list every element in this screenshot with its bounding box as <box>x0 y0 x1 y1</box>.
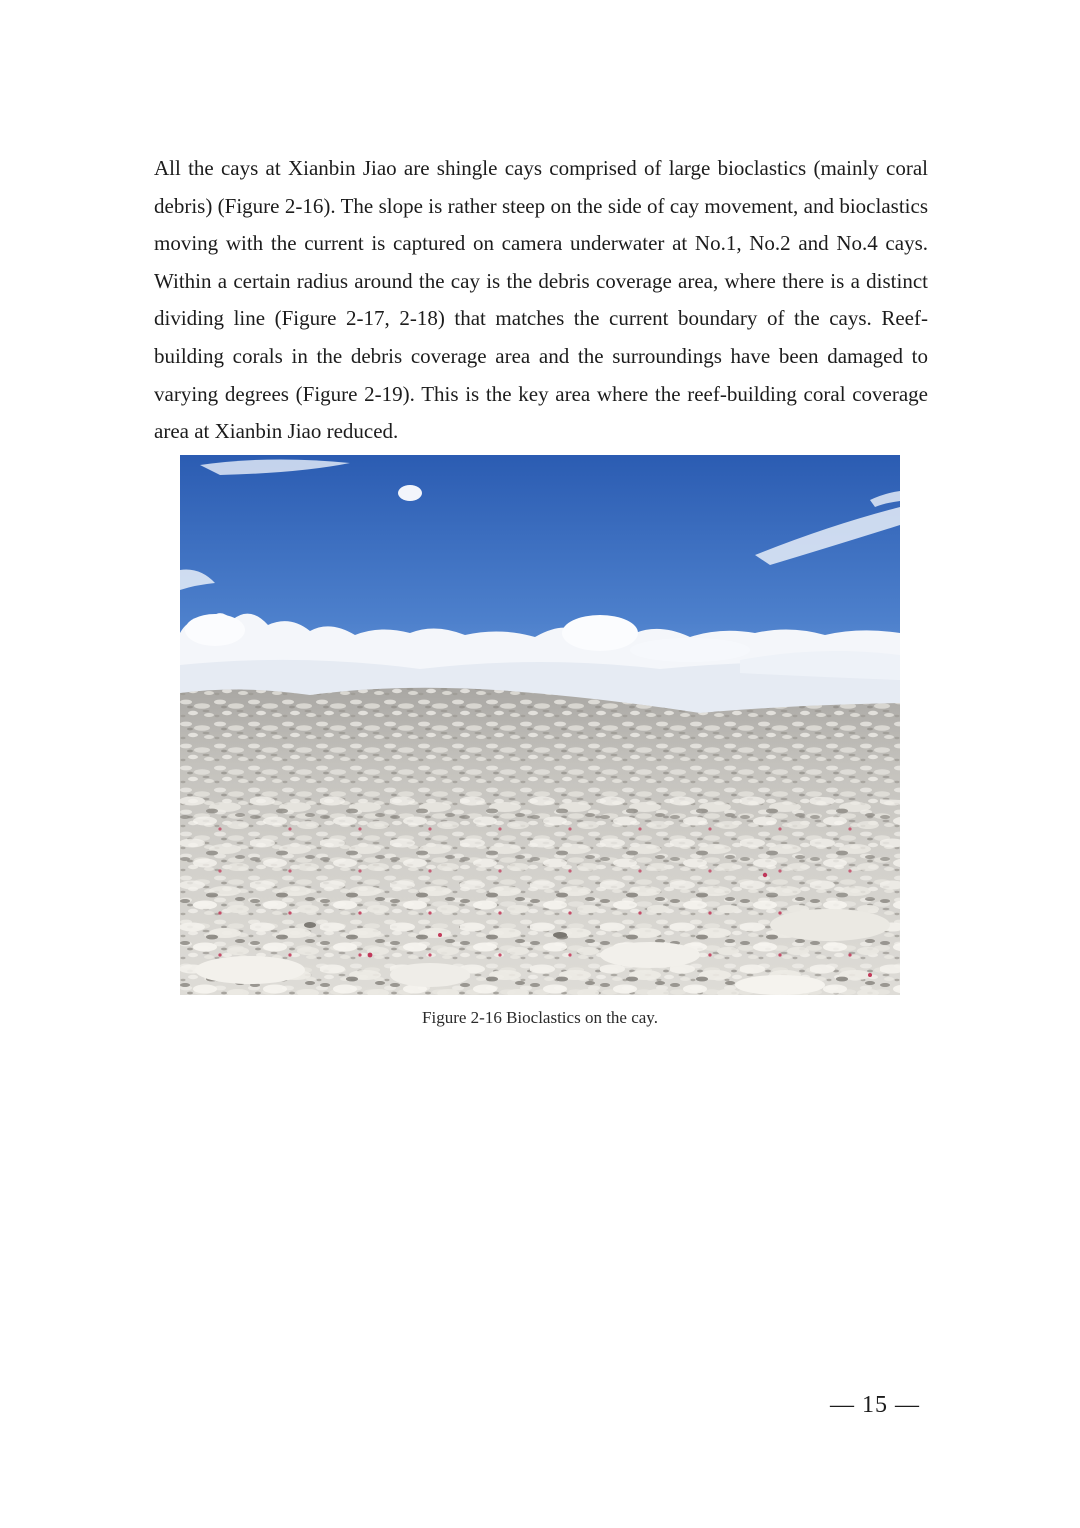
figure-caption: Figure 2-16 Bioclastics on the cay. <box>422 1008 658 1027</box>
figure-photo-coral-debris <box>180 455 900 995</box>
body-paragraph: All the cays at Xianbin Jiao are shingle cays comprised of large bioclastics (mainly coral debris) (Figure 2-16). The slope is rather steep on the side of cay movement, and bioclastics moving with the current is captured on camera underwater at No.1, No.2 and No.4 cays. Within a certain radius around the cay is the debris coverage area, where there is a distinct dividing line (Figure 2-17, 2-18) that matches the current boundary of the cays. Reef-building corals in the debris coverage area and the surroundings have been damaged to varying degrees (Figure 2-19). This is the key area where the reef-building coral coverage area at Xianbin Jiao reduced. <box>154 156 928 444</box>
page-number: — 15 — <box>830 1392 920 1418</box>
